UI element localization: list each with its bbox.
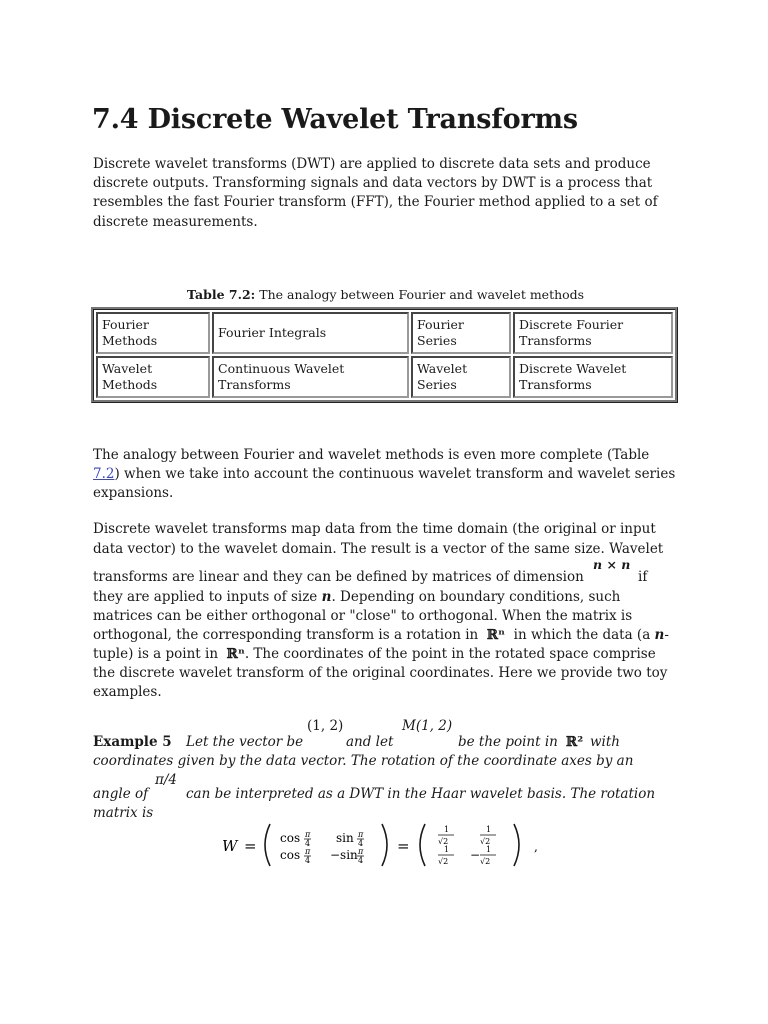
cos-term: cos [280, 848, 301, 862]
right-paren [514, 824, 519, 866]
table-row [96, 312, 673, 354]
text-line [93, 588, 620, 607]
pi-term: π [358, 847, 364, 856]
text-run: Let the vector be [186, 734, 304, 750]
text-run: they are applied to inputs of size [93, 589, 318, 605]
n-math: n [321, 589, 332, 605]
text-line: matrices can be either orthogonal or "close" to orthogonal. When the matrix is [93, 608, 633, 624]
text-run: . The coordinates of the point in the rotated space comprise [244, 646, 656, 662]
four-term: 4 [358, 856, 364, 865]
text-run: tuple) is a point in [93, 646, 219, 662]
text-run: orthogonal, the corresponding transform is a rotation in [93, 627, 479, 643]
table-cell: Continuous Wavelet Transforms [212, 356, 409, 398]
text-line: transforms are linear and they can be defined by matrices of dimension [93, 569, 584, 585]
rn-math: ℝⁿ [226, 646, 245, 662]
text-run: ) when we take into account the continuous wavelet transform and wavelet series expansions. [93, 466, 676, 502]
rn-math: ℝⁿ [486, 627, 506, 643]
table-cell: Wavelet Methods [96, 356, 210, 398]
text-run: The analogy between Fourier and wavelet methods is even more complete (Table [93, 447, 650, 463]
example-label: Example 5 [93, 734, 172, 750]
pi-term: π [305, 830, 311, 839]
analogy-table [91, 307, 678, 403]
sqrt2-term: √2 [480, 857, 491, 866]
sin-term: sin [336, 831, 354, 845]
text-line: Discrete wavelet transforms map data from the time domain (the original or input [93, 521, 656, 537]
w-symbol: W [222, 837, 238, 855]
text-run: be the point in [458, 734, 558, 750]
dimension-math: n × n [593, 557, 631, 572]
right-paren [382, 824, 387, 866]
table-cell: Discrete Wavelet Transforms [513, 356, 673, 398]
comma: , [534, 840, 538, 854]
text-line: the discrete wavelet transform of the original coordinates. Here we provide two toy [93, 665, 668, 681]
text-line: examples. [93, 684, 162, 700]
four-term: 4 [358, 839, 364, 848]
text-line: coordinates given by the data vector. The rotation of the coordinate axes by an [93, 753, 634, 769]
table-caption-text: The analogy between Fourier and wavelet methods [255, 287, 585, 302]
point-math: M(1, 2) [402, 718, 453, 734]
intro-paragraph: Discrete wavelet transforms (DWT) are applied to discrete data sets and produce discrete outputs. Transforming signals and data vectors by DWT is a process that resembles the fast Fourier transform (FFT), the Fourier method applied to a set of discrete measurements. [93, 156, 658, 230]
text-line: angle of [93, 786, 149, 802]
angle-math: π/4 [155, 772, 178, 788]
table-link[interactable]: 7.2 [93, 466, 115, 483]
vector-math: (1, 2) [307, 718, 344, 734]
one-term: 1 [486, 825, 492, 834]
analogy-paragraph [93, 446, 678, 504]
text-run: and let [346, 734, 394, 750]
one-term: 1 [486, 845, 492, 854]
minus-term: − [470, 848, 481, 862]
text-line: if [638, 569, 648, 585]
table-cell: Fourier Integrals [212, 312, 409, 354]
four-term: 4 [305, 856, 311, 865]
sqrt2-term: √2 [438, 837, 449, 846]
table-caption [93, 287, 678, 302]
table-caption-label: Table 7.2: [186, 287, 256, 302]
neg-sin-term: −sin [330, 848, 358, 862]
equals-sign: = [244, 837, 257, 855]
rotation-matrix-equation [222, 820, 542, 870]
left-paren [420, 824, 425, 866]
table-row [96, 356, 673, 398]
text-line: matrix is [93, 805, 154, 821]
sqrt2-term: √2 [480, 837, 491, 846]
table-cell: Fourier Series [411, 312, 511, 354]
left-paren [265, 824, 270, 866]
text-line: can be interpreted as a DWT in the Haar wavelet basis. The rotation [186, 786, 656, 802]
text-run: with [590, 734, 620, 750]
four-term: 4 [305, 839, 311, 848]
text-run: . Depending on boundary conditions, such [331, 589, 621, 605]
section-heading: 7.4 Discrete Wavelet Transforms [92, 104, 578, 135]
table-cell: Fourier Methods [96, 312, 210, 354]
text-line [93, 645, 656, 664]
table-cell: Wavelet Series [411, 356, 511, 398]
table-cell: Discrete Fourier Transforms [513, 312, 673, 354]
text-line [93, 626, 669, 645]
one-term: 1 [444, 845, 450, 854]
r2-math: ℝ² [566, 734, 584, 750]
sqrt2-term: √2 [438, 857, 449, 866]
pi-term: π [305, 847, 311, 856]
n-math: n [654, 627, 665, 643]
equals-sign: = [397, 837, 410, 855]
pi-term: π [358, 830, 364, 839]
one-term: 1 [444, 825, 450, 834]
text-run: in which the data (a [513, 627, 651, 643]
cos-term: cos [280, 831, 301, 845]
text-run: - [664, 627, 669, 643]
text-line: data vector) to the wavelet domain. The result is a vector of the same size. Wavelet [93, 541, 664, 557]
